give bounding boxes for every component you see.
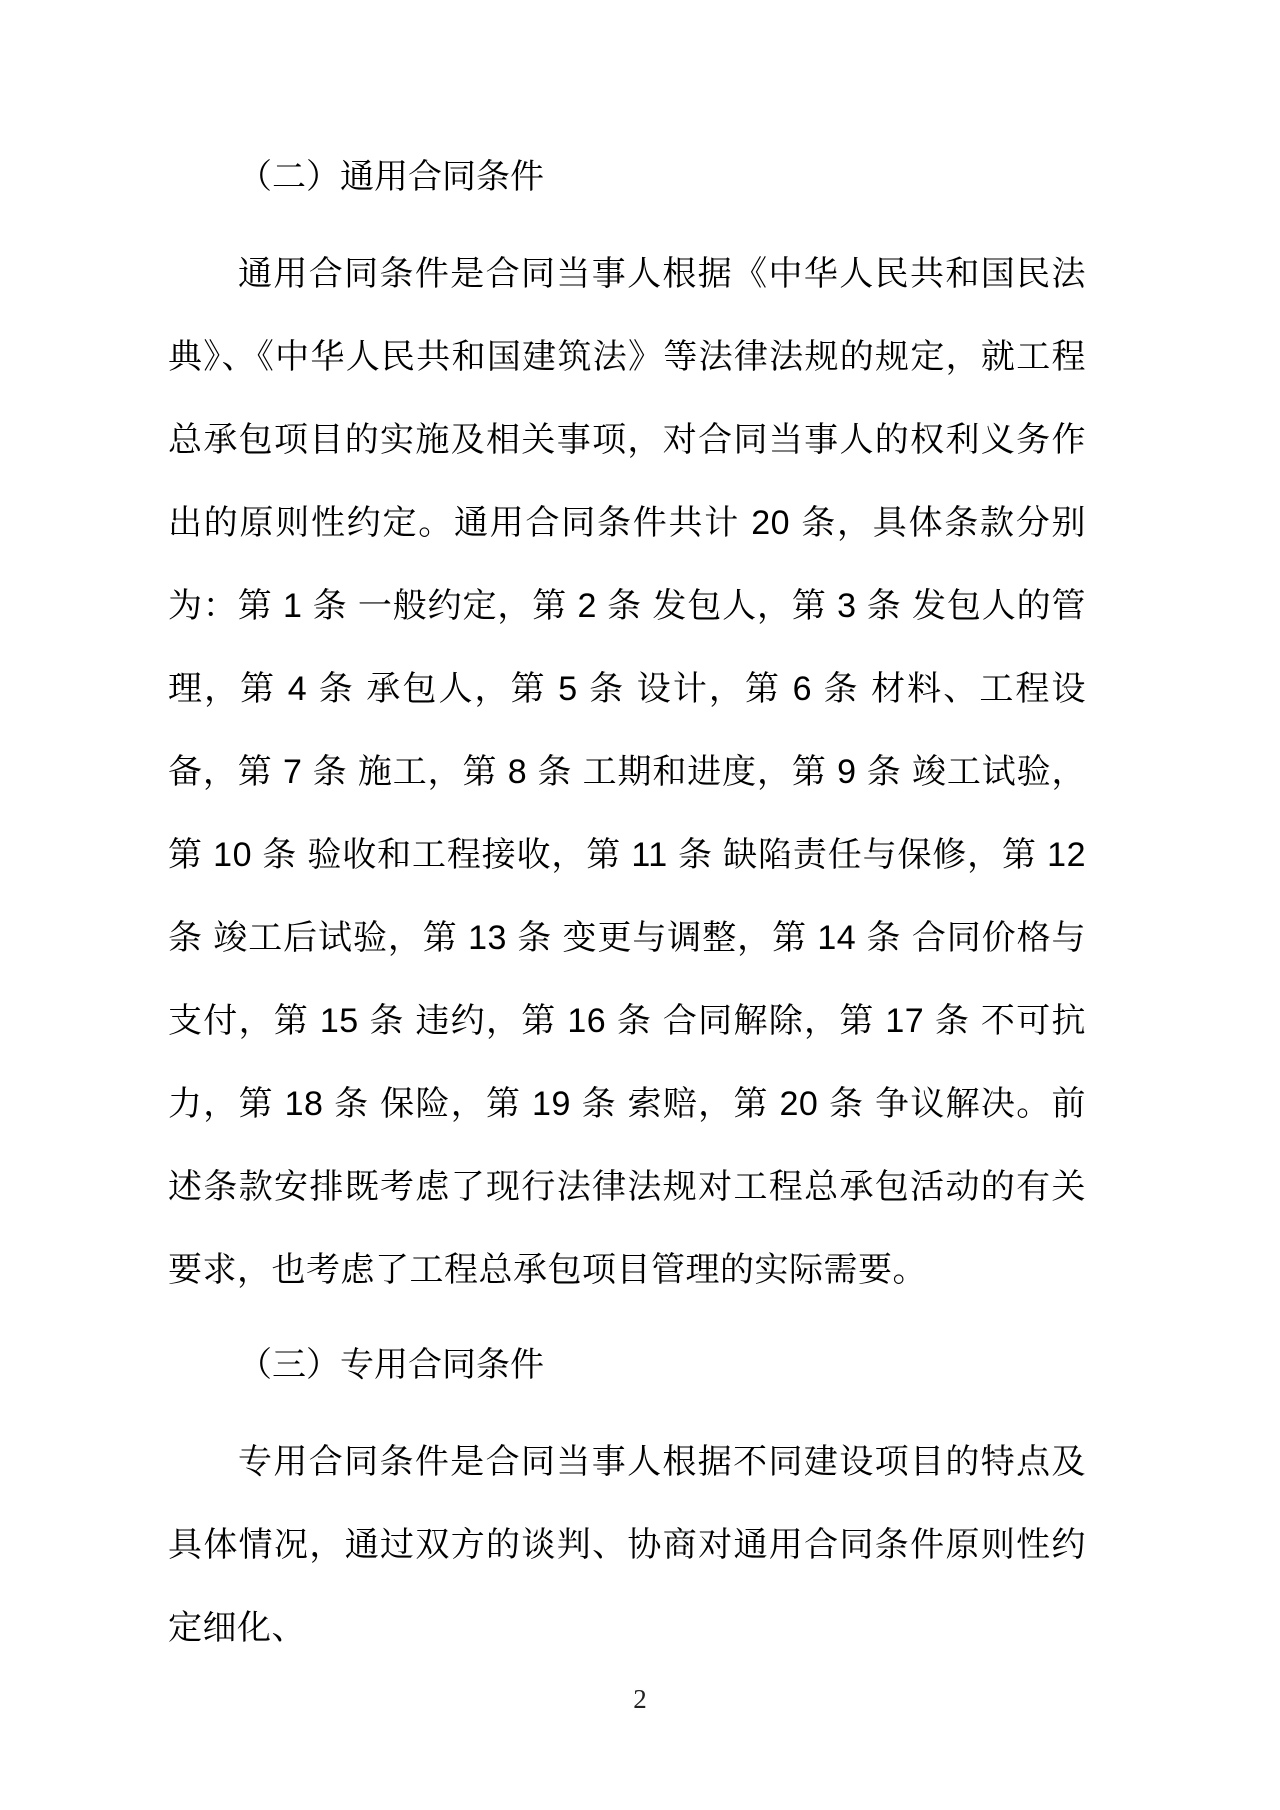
- paragraph-special-conditions: 专用合同条件是合同当事人根据不同建设项目的特点及具体情况，通过双方的谈判、协商对通用合同条件原则性约定细化、: [168, 1443, 1086, 1647]
- section-heading-general-conditions: （二）通用合同条件: [238, 158, 544, 196]
- paragraph-general-conditions: 通用合同条件是合同当事人根据《中华人民共和国民法典》、《中华人民共和国建筑法》等法律法规的规定，就工程总承包项目的实施及相关事项，对合同当事人的权利义务作出的原则性约定。通用合同条件共计 20 条，具体条款分别为：第 1 条 一般约定，第 2 条 发包人，第 3 条 发包人的管理，第 4 条 承包人，第 5 条 设计，第 6 条 材料、工程设备，第 7 条 施工，第 8 条 工期和进度，第 9 条 竣工试验，第 10 条 验收和工程接收，第 11 条 缺陷责任与保修，第 12 条 竣工后试验，第 13 条 变更与调整，第 14 条 合同价格与支付，第 15 条 违约，第 16 条 合同解除，第 17 条 不可抗力，第 18 条 保险，第 19 条 索赔，第 20 条 争议解决。前述条款安排既考虑了现行法律法规对工程总承包活动的有关要求，也考虑了工程总承包项目管理的实际需要。: [168, 255, 1086, 1289]
- document-body: [168, 136, 1086, 1682]
- page-number: 2: [633, 1684, 647, 1714]
- section-heading-special-conditions: （三）专用合同条件: [238, 1346, 544, 1384]
